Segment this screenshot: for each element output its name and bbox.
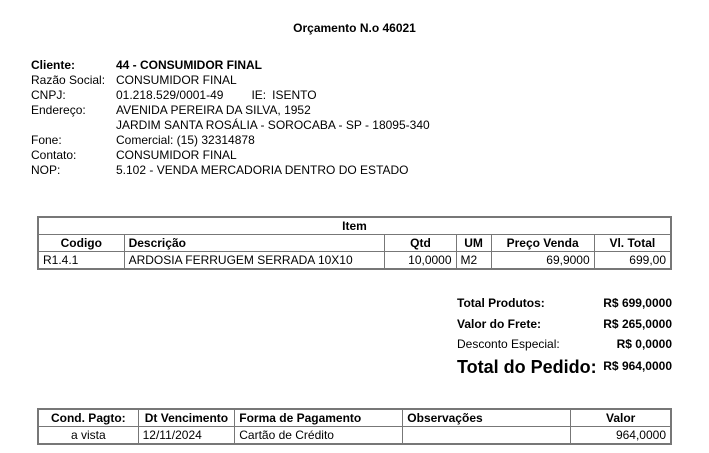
endereco-line1: AVENIDA PEREIRA DA SILVA, 1952	[116, 103, 311, 117]
endereco-row	[31, 103, 430, 118]
header-observacoes: Observações	[403, 409, 571, 427]
client-info	[31, 58, 430, 178]
header-qtd: Qtd	[385, 235, 456, 252]
totals-block	[457, 296, 672, 379]
cell-forma-pagamento: Cartão de Crédito	[235, 427, 403, 445]
contato-row	[31, 148, 430, 163]
total-pedido-row	[457, 359, 672, 379]
total-produtos-label: Total Produtos:	[457, 296, 545, 310]
nop-value: 5.102 - VENDA MERCADORIA DENTRO DO ESTADO	[116, 163, 409, 177]
header-forma-pagamento: Forma de Pagamento	[235, 409, 403, 427]
cell-valor: 964,0000	[571, 427, 671, 445]
razao-row	[31, 73, 430, 88]
header-vl-total: Vl. Total	[594, 235, 671, 252]
items-caption: Item	[38, 217, 671, 235]
items-table	[37, 216, 672, 270]
header-cond-pagto: Cond. Pagto:	[38, 409, 138, 427]
ie-value: ISENTO	[272, 88, 317, 102]
desconto-value: R$ 0,0000	[616, 337, 672, 351]
fone-label: Fone:	[31, 133, 62, 147]
desconto-label: Desconto Especial:	[457, 337, 560, 351]
razao-value: CONSUMIDOR FINAL	[116, 73, 237, 87]
table-row	[38, 252, 671, 270]
cell-descricao: ARDOSIA FERRUGEM SERRADA 10X10	[124, 252, 385, 270]
cnpj-value: 01.218.529/0001-49	[116, 88, 224, 102]
razao-label: Razão Social:	[31, 73, 106, 87]
items-header-row	[38, 235, 671, 252]
header-valor: Valor	[571, 409, 671, 427]
desconto-row	[457, 337, 672, 359]
cell-preco-venda: 69,9000	[491, 252, 594, 270]
header-descricao: Descrição	[124, 235, 385, 252]
header-dt-vencimento: Dt Vencimento	[138, 409, 235, 427]
endereco-row-2	[31, 118, 430, 133]
total-produtos-row	[457, 296, 672, 317]
header-preco-venda: Preço Venda	[491, 235, 594, 252]
payment-header-row	[38, 409, 671, 427]
nop-row	[31, 163, 430, 178]
total-pedido-value: R$ 964,0000	[603, 359, 672, 373]
contato-label: Contato:	[31, 148, 77, 162]
table-row	[38, 427, 671, 445]
contato-value: CONSUMIDOR FINAL	[116, 148, 237, 162]
cell-observacoes	[403, 427, 571, 445]
valor-frete-row	[457, 317, 672, 337]
total-pedido-label: Total do Pedido:	[457, 357, 597, 377]
endereco-line2: JARDIM SANTA ROSÁLIA - SOROCABA - SP - 18095-340	[116, 118, 430, 132]
nop-label: NOP:	[31, 163, 61, 177]
fone-row	[31, 133, 430, 148]
valor-frete-label: Valor do Frete:	[457, 317, 542, 331]
cnpj-label: CNPJ:	[31, 88, 66, 102]
cliente-value: 44 - CONSUMIDOR FINAL	[116, 58, 263, 72]
valor-frete-value: R$ 265,0000	[603, 317, 672, 331]
cell-codigo: R1.4.1	[38, 252, 124, 270]
endereco-label: Endereço:	[31, 103, 86, 117]
fone-value: Comercial: (15) 32314878	[116, 133, 255, 147]
document-title: Orçamento N.o 46021	[293, 21, 416, 35]
header-um: UM	[456, 235, 491, 252]
cliente-label: Cliente:	[31, 58, 76, 72]
cell-dt-vencimento: 12/11/2024	[138, 427, 235, 445]
cnpj-row	[31, 88, 430, 103]
cliente-row	[31, 58, 430, 73]
cell-cond-pagto: a vista	[38, 427, 138, 445]
header-codigo: Codigo	[38, 235, 124, 252]
payment-table	[37, 408, 672, 445]
cell-qtd: 10,0000	[385, 252, 456, 270]
ie-label: IE:	[251, 88, 267, 102]
cell-vl-total: 699,00	[594, 252, 671, 270]
total-produtos-value: R$ 699,0000	[603, 296, 672, 310]
cell-um: M2	[456, 252, 491, 270]
